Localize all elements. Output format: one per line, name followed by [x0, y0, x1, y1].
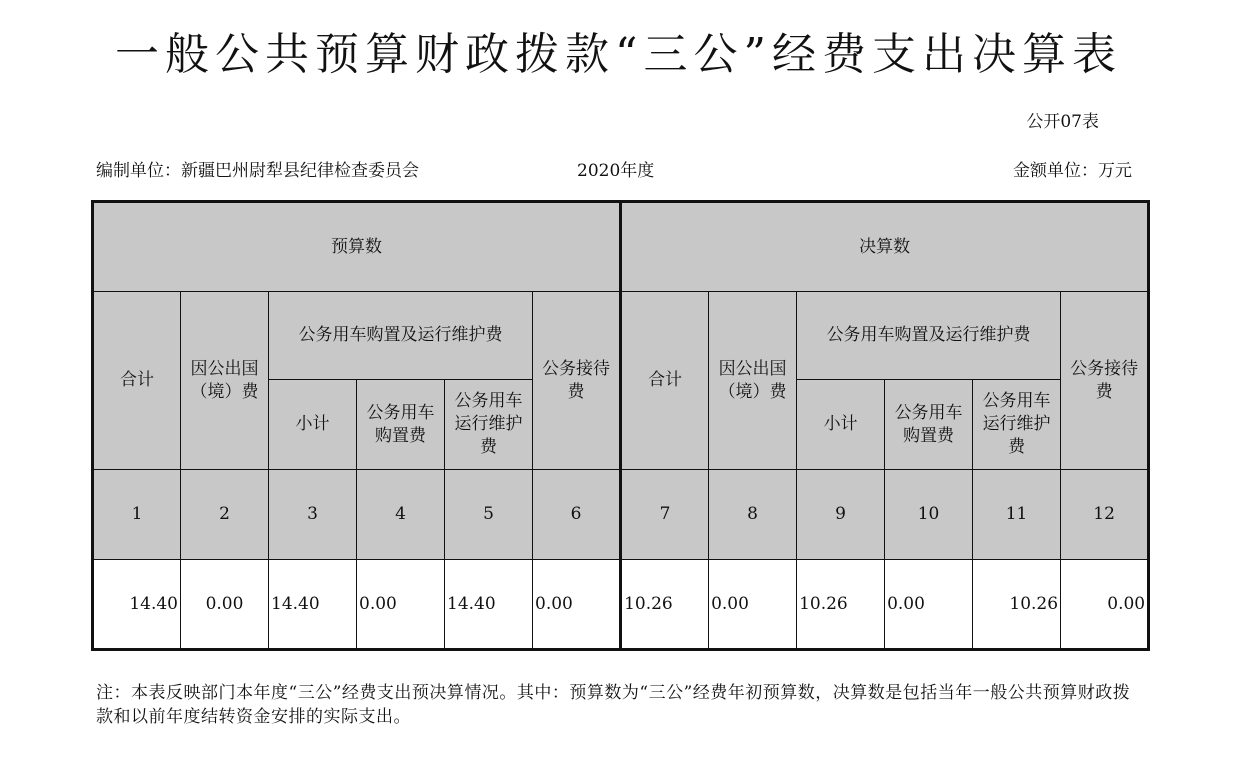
final-car-header: 公务用车购置及运行维护费 [797, 292, 1061, 380]
final-abroad-header: 因公出国（境）费 [709, 292, 797, 470]
budget-abroad-header: 因公出国（境）费 [181, 292, 269, 470]
final-car-operation-value: 10.26 [973, 560, 1061, 650]
money-unit: 金额单位：万元 [1013, 161, 1132, 181]
column-number: 6 [533, 470, 621, 560]
fiscal-year: 2020年度 [577, 161, 655, 181]
budget-car-operation-header: 公务用车运行维护费 [445, 380, 533, 470]
form-number: 公开07表 [1026, 112, 1099, 132]
column-number-row [93, 470, 1149, 560]
final-car-operation-header: 公务用车运行维护费 [973, 380, 1061, 470]
header-group-row [93, 202, 1149, 292]
final-reception-header: 公务接待费 [1061, 292, 1149, 470]
budget-group-header: 预算数 [93, 202, 621, 292]
budget-car-subtotal-value: 14.40 [269, 560, 357, 650]
budget-car-operation-value: 14.40 [445, 560, 533, 650]
final-total-value: 10.26 [621, 560, 709, 650]
budget-total-value: 14.40 [93, 560, 181, 650]
budget-reception-header: 公务接待费 [533, 292, 621, 470]
column-number: 5 [445, 470, 533, 560]
column-number: 8 [709, 470, 797, 560]
page-title: 一般公共预算财政拨款“三公”经费支出决算表 [115, 29, 1122, 80]
column-number: 12 [1061, 470, 1149, 560]
column-number: 10 [885, 470, 973, 560]
final-subtotal-header: 小计 [797, 380, 885, 470]
footnote: 注：本表反映部门本年度“三公”经费支出预决算情况。其中：预算数为“三公”经费年初预算数，决算数是包括当年一般公共预算财政拨款和以前年度结转资金安排的实际支出。 [96, 683, 1131, 727]
compiling-unit: 编制单位：新疆巴州尉犁县纪律检查委员会 [96, 161, 419, 181]
budget-total-header: 合计 [93, 292, 181, 470]
column-number: 3 [269, 470, 357, 560]
final-car-purchase-header: 公务用车购置费 [885, 380, 973, 470]
budget-car-purchase-header: 公务用车购置费 [357, 380, 445, 470]
column-number: 4 [357, 470, 445, 560]
final-car-purchase-value: 0.00 [885, 560, 973, 650]
budget-car-purchase-value: 0.00 [357, 560, 445, 650]
data-row [93, 560, 1149, 650]
column-number: 11 [973, 470, 1061, 560]
final-abroad-value: 0.00 [709, 560, 797, 650]
budget-car-header: 公务用车购置及运行维护费 [269, 292, 533, 380]
column-number: 1 [93, 470, 181, 560]
column-number: 7 [621, 470, 709, 560]
final-total-header: 合计 [621, 292, 709, 470]
budget-abroad-value: 0.00 [181, 560, 269, 650]
column-number: 2 [181, 470, 269, 560]
expenditure-table [91, 200, 1150, 651]
budget-subtotal-header: 小计 [269, 380, 357, 470]
final-car-subtotal-value: 10.26 [797, 560, 885, 650]
final-group-header: 决算数 [621, 202, 1149, 292]
final-reception-value: 0.00 [1061, 560, 1149, 650]
budget-reception-value: 0.00 [533, 560, 621, 650]
header-row-1 [93, 292, 1149, 380]
column-number: 9 [797, 470, 885, 560]
